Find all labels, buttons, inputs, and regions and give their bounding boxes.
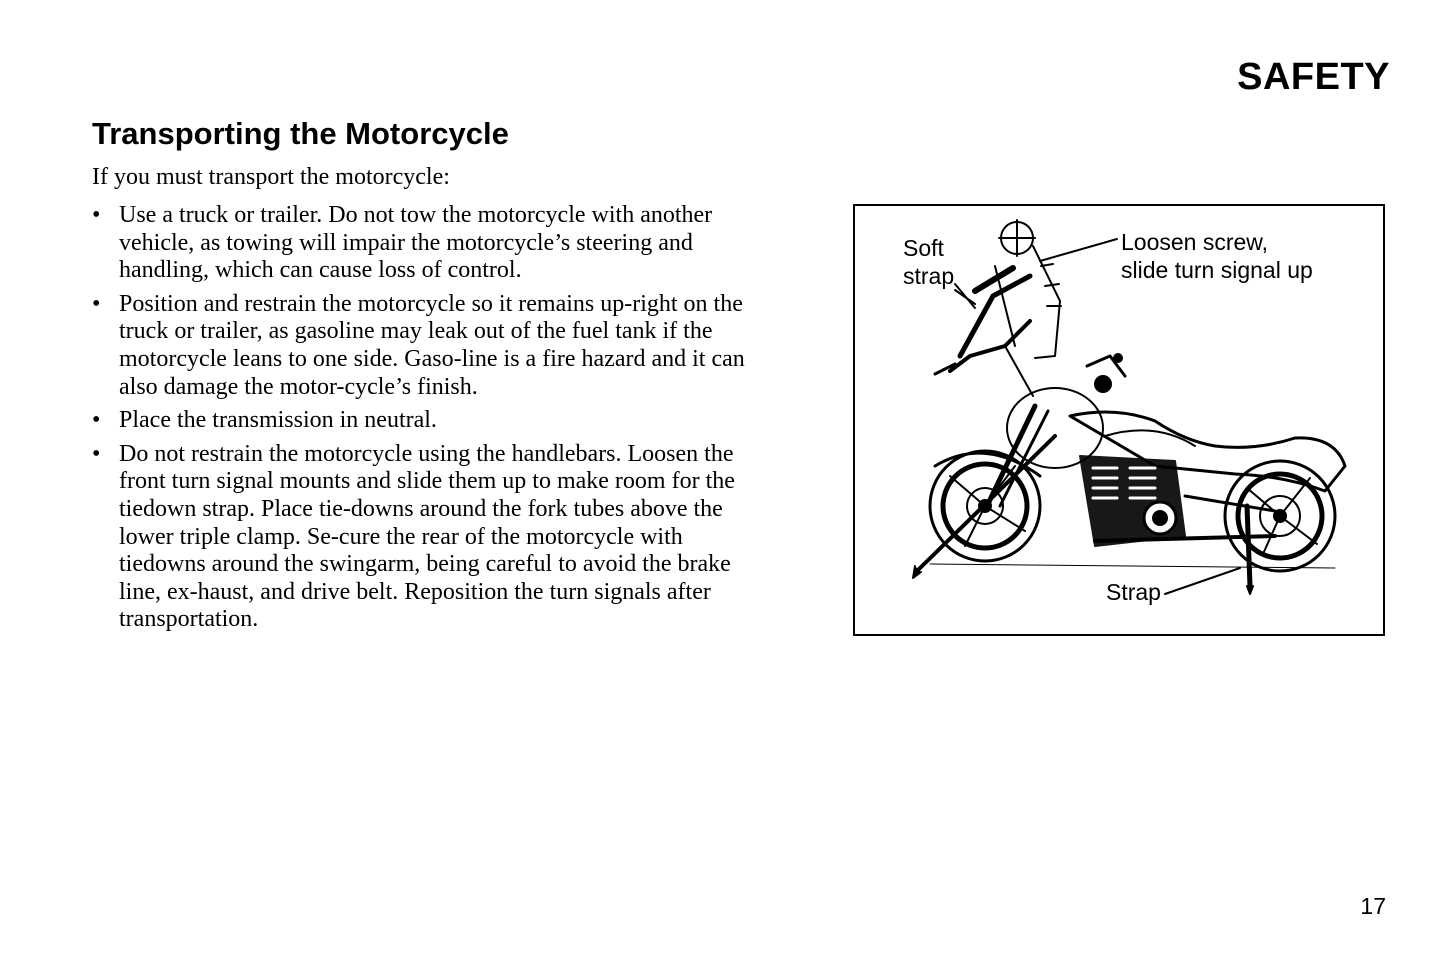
bullet-item: • Place the transmission in neutral. [92, 407, 752, 435]
strap-callout: Strap [1106, 579, 1161, 605]
intro-text: If you must transport the motorcycle: [92, 164, 450, 190]
page-title: Transporting the Motorcycle [92, 116, 509, 151]
page-number: 17 [1360, 893, 1386, 919]
motorcycle-strap-figure [853, 204, 1385, 636]
bullet-list [92, 202, 752, 640]
bullet-item: • Do not restrain the motorcycle using the handlebars. Loosen the front turn signal mounts and slide them up to make room for the tiedown strap. Place tie-downs around the fork tubes above the lower triple clamp. Se-cure the rear of the motorcycle with tiedowns around the swingarm, being careful to avoid the brake line, ex-haust, and drive belt. Reposition the turn signals after transportation. [92, 441, 752, 634]
bullet-item: • Position and restrain the motorcycle so it remains up-right on the truck or trailer, as gasoline may leak out of the fuel tank if the motorcycle leans to one side. Gaso-line is a fire hazard and it can also damage the motor-cycle’s finish. [92, 291, 752, 401]
soft-strap-callout: Soft strap [903, 235, 955, 289]
section-header: SAFETY [1237, 56, 1390, 98]
turn-signal-callout: Loosen screw, slide turn signal up [1121, 229, 1313, 283]
bullet-item: • Use a truck or trailer. Do not tow the motorcycle with another vehicle, as towing will impair the motorcycle’s steering and handling, which can cause loss of control. [92, 202, 752, 285]
